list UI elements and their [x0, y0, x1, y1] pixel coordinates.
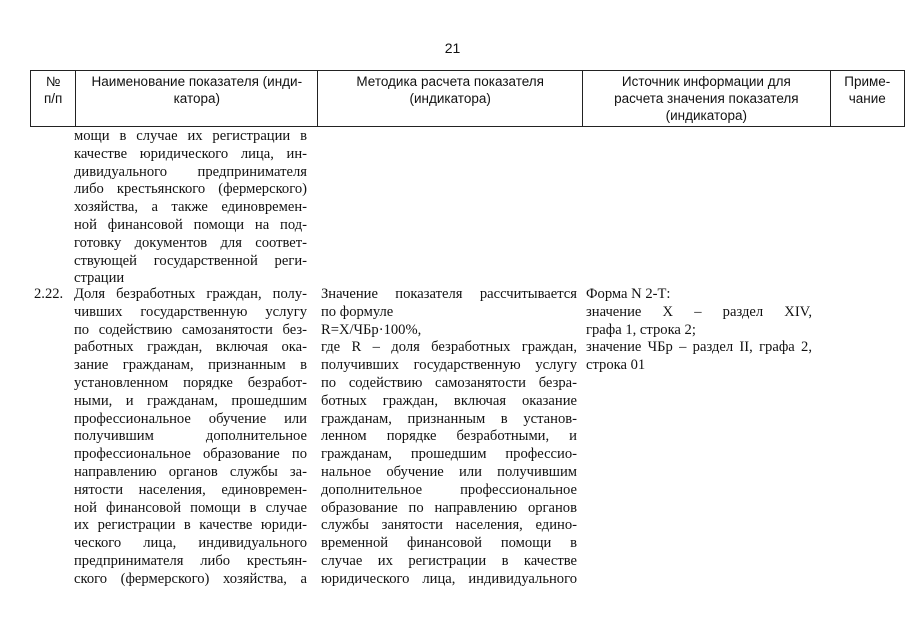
- text-line: ского (фермерского) хозяйства, а: [74, 570, 307, 587]
- header-note-line: чание: [848, 91, 886, 106]
- header-row: [31, 71, 905, 127]
- text-line: значение X – раздел XIV,: [586, 303, 812, 320]
- text-line: службы занятости населения, едино-: [321, 517, 577, 534]
- text-line: графа 1, строка 2;: [586, 321, 696, 338]
- text-line: R=X/ЧБр·100%,: [321, 321, 422, 338]
- text-line: ной финансовой помощи на под-: [74, 216, 307, 233]
- text-line: хозяйства, а также единовремен-: [74, 199, 307, 216]
- text-line: зание гражданам, признанным в: [74, 357, 307, 374]
- text-line: нальное обучение или получившим: [321, 463, 577, 480]
- text-line: ленном порядке безработными, и: [321, 428, 577, 445]
- header-method-line: Методика расчета показателя: [356, 74, 544, 89]
- text-line: качестве юридического лица, ин-: [74, 145, 307, 162]
- text-line: по содействию самозанятости безра-: [321, 374, 577, 391]
- indicator-name: [74, 286, 307, 589]
- continued-indicator-name: [74, 128, 307, 288]
- text-line: где R – доля безработных граждан,: [321, 339, 577, 356]
- header-method: [318, 71, 583, 127]
- text-line: ствующей государственной реги-: [74, 252, 307, 269]
- text-line: получивших государственную услугу: [321, 357, 577, 374]
- text-line: временной финансовой помощи в: [321, 535, 577, 552]
- header-note: [830, 71, 904, 127]
- text-line: гражданам, признанным в установ-: [321, 410, 577, 427]
- text-line: гражданам, прошедшим профессио-: [321, 446, 577, 463]
- text-line: предпринимателя либо крестьян-: [74, 552, 307, 569]
- text-line: мощи в случае их регистрации в: [74, 128, 307, 144]
- text-line: Форма N 2-Т:: [586, 286, 671, 302]
- header-note-line: Приме-: [844, 74, 891, 89]
- text-line: дополнительное профессиональное: [321, 481, 577, 498]
- information-source: [586, 286, 812, 375]
- header-num: [31, 71, 76, 127]
- text-line: готовку документов для соответ-: [74, 234, 307, 251]
- text-line: Доля безработных граждан, полу-: [74, 286, 307, 302]
- text-line: направлению органов службы за-: [74, 463, 307, 480]
- text-line: нятости населения, единовремен-: [74, 481, 307, 498]
- text-line: по формуле: [321, 303, 394, 320]
- page-number: 21: [444, 40, 461, 56]
- text-line: ными, и гражданам, прошедшим: [74, 392, 307, 409]
- text-line: ческого лица, индивидуального: [74, 535, 307, 552]
- row-number: 2.22.: [34, 286, 64, 302]
- header-name-line: катора): [173, 91, 221, 106]
- text-line: по содействию самозанятости без-: [74, 321, 307, 338]
- text-line: либо крестьянского (фермерского): [74, 181, 307, 198]
- header-source: [583, 71, 830, 127]
- header-name: [76, 71, 318, 127]
- text-line: строка 01: [586, 357, 646, 374]
- text-line: случае их регистрации в качестве: [321, 552, 577, 569]
- text-line: страции: [74, 270, 125, 287]
- text-line: значение ЧБр – раздел II, графа 2,: [586, 339, 812, 356]
- calculation-method: [321, 286, 577, 589]
- indicator-table-header: [30, 70, 905, 127]
- text-line: ботных граждан, включая оказание: [321, 392, 577, 409]
- header-num-line: п/п: [43, 91, 63, 106]
- text-line: юридического лица, индивидуального: [321, 570, 577, 587]
- text-line: получившим дополнительное: [74, 428, 307, 445]
- text-line: дивидуального предпринимателя: [74, 163, 307, 180]
- text-line: Значение показателя рассчитывается: [321, 286, 577, 302]
- text-line: профессиональное образование по: [74, 446, 307, 463]
- text-line: чивших государственную услугу: [74, 303, 307, 320]
- header-name-line: Наименование показателя (инди-: [91, 74, 303, 89]
- text-line: установленном порядке безработ-: [74, 374, 307, 391]
- header-method-line: (индикатора): [409, 91, 491, 106]
- header-source-line: Источник информации для: [621, 74, 791, 89]
- text-line: работных граждан, включая ока-: [74, 339, 307, 356]
- text-line: профессиональное обучение или: [74, 410, 307, 427]
- text-line: ной финансовой помощи в случае: [74, 499, 307, 516]
- text-line: их регистрации в качестве юриди-: [74, 517, 307, 534]
- header-num-line: №: [45, 74, 61, 89]
- header-source-line: (индикатора): [665, 108, 748, 123]
- header-source-line: расчета значения показателя: [614, 91, 799, 106]
- text-line: образование по направлению органов: [321, 499, 577, 516]
